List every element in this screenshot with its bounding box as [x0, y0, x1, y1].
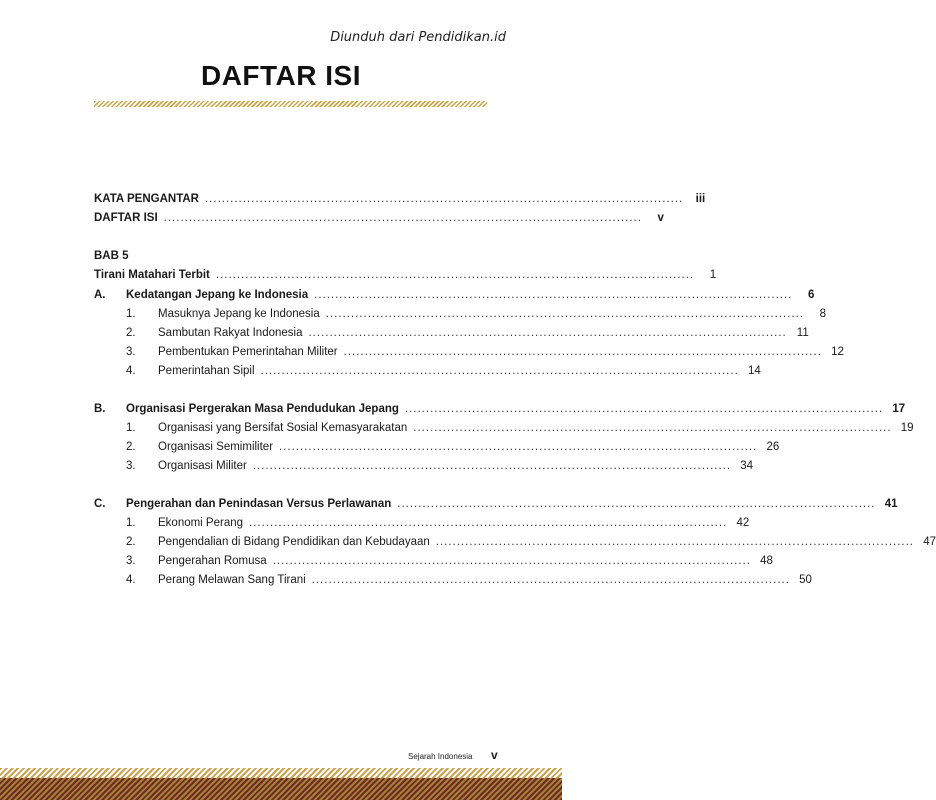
item-number: 1. — [126, 517, 136, 529]
toc-item[interactable] — [126, 362, 761, 380]
toc-item[interactable] — [126, 514, 750, 532]
toc-section-b[interactable] — [94, 400, 906, 418]
toc-entry-page: 17 — [892, 403, 906, 415]
toc-entry-page: 26 — [766, 441, 780, 453]
toc-section-c[interactable] — [94, 495, 898, 513]
dot-leader: .................................................................................................................. — [397, 498, 876, 510]
dot-leader: .................................................................................................................. — [249, 517, 728, 529]
toc-item[interactable] — [126, 533, 936, 551]
toc-entry-page: 19 — [900, 422, 914, 434]
toc-entry-label: Tirani Matahari Terbit — [94, 269, 210, 281]
toc-item[interactable] — [126, 571, 812, 589]
toc-item[interactable] — [126, 552, 773, 570]
section-letter: B. — [94, 403, 106, 415]
page-title: DAFTAR ISI — [200, 60, 362, 91]
title-divider — [94, 101, 487, 107]
toc-entry-page: 34 — [740, 460, 754, 472]
item-number: 2. — [126, 536, 136, 548]
dot-leader: .................................................................................................................. — [325, 308, 804, 320]
toc-entry-page: 42 — [736, 517, 750, 529]
item-number: 3. — [126, 346, 136, 358]
toc-section-a[interactable] — [94, 286, 815, 304]
dot-leader: .................................................................................................................. — [413, 422, 892, 434]
toc-item[interactable] — [126, 419, 914, 437]
bab-label-text: BAB 5 — [94, 250, 129, 262]
dot-leader: .................................................................................................................. — [308, 327, 787, 339]
toc-entry-label: DAFTAR ISI — [94, 212, 158, 224]
dot-leader: .................................................................................................................. — [311, 574, 790, 586]
item-number: 1. — [126, 422, 136, 434]
toc-entry-label: Ekonomi Perang — [158, 517, 244, 529]
toc-entry-page: 41 — [884, 498, 898, 510]
toc-entry-kata-pengantar[interactable] — [94, 190, 706, 208]
toc-entry-label: Pengendalian di Bidang Pendidikan dan Kebudayaan — [158, 536, 430, 548]
toc-entry-label: Perang Melawan Sang Tirani — [158, 574, 306, 586]
toc-entry-label: Sambutan Rakyat Indonesia — [158, 327, 303, 339]
footer-page-number: v — [491, 748, 498, 762]
toc-item[interactable] — [126, 324, 809, 342]
dot-leader: .................................................................................................................. — [279, 441, 758, 453]
section-letter: C. — [94, 498, 106, 510]
toc-item[interactable] — [126, 457, 754, 475]
bab-label — [94, 247, 486, 265]
toc-entry-label: Pengerahan Romusa — [158, 555, 267, 567]
dot-leader: .................................................................................................................. — [252, 460, 732, 472]
item-number: 4. — [126, 574, 136, 586]
dot-leader: .................................................................................................................. — [215, 269, 695, 281]
toc-entry-page: 14 — [747, 365, 761, 377]
dot-leader: .................................................................................................................. — [343, 346, 822, 358]
item-number: 2. — [126, 327, 136, 339]
dot-leader: .................................................................................................................. — [314, 289, 793, 301]
toc-entry-label: Organisasi Militer — [158, 460, 247, 472]
toc-entry-label: Pemerintahan Sipil — [158, 365, 255, 377]
toc-entry-daftar-isi[interactable] — [94, 209, 664, 227]
toc-entry-page: 48 — [760, 555, 773, 567]
toc-entry-label: KATA PENGANTAR — [94, 193, 199, 205]
dot-leader: .................................................................................................................. — [260, 365, 739, 377]
toc-item[interactable] — [126, 305, 826, 323]
toc-entry-chapter[interactable] — [94, 266, 717, 284]
toc-item[interactable] — [126, 438, 780, 456]
toc-entry-label: Masuknya Jepang ke Indonesia — [158, 308, 320, 320]
toc-item[interactable] — [126, 343, 844, 361]
toc-entry-label: Organisasi Semimiliter — [158, 441, 274, 453]
toc-entry-label: Kedatangan Jepang ke Indonesia — [126, 289, 309, 301]
item-number: 1. — [126, 308, 136, 320]
dot-leader: .................................................................................................................. — [163, 212, 642, 224]
toc-entry-page: 47 — [923, 536, 936, 548]
toc-entry-label: Organisasi yang Bersifat Sosial Kemasyarakatan — [158, 422, 408, 434]
toc-entry-label: Pembentukan Pemerintahan Militer — [158, 346, 338, 358]
toc-entry-page: 8 — [819, 308, 826, 320]
toc-entry-page: iii — [695, 193, 706, 205]
footer-book-title: Sejarah Indonesia — [408, 752, 473, 761]
toc-entry-page: 50 — [799, 574, 812, 586]
watermark-text: Diunduh dari Pendidikan.id — [330, 30, 506, 45]
toc-entry-page: 11 — [796, 327, 809, 339]
item-number: 2. — [126, 441, 136, 453]
item-number: 4. — [126, 365, 136, 377]
toc-entry-label: Organisasi Pergerakan Masa Pendudukan Jepang — [126, 403, 399, 415]
dot-leader: .................................................................................................................. — [272, 555, 751, 567]
section-letter: A. — [94, 289, 106, 301]
item-number: 3. — [126, 460, 136, 472]
toc-entry-page: 6 — [807, 289, 815, 301]
dot-leader: .................................................................................................................. — [404, 403, 884, 415]
dot-leader: .................................................................................................................. — [435, 536, 915, 548]
item-number: 3. — [126, 555, 136, 567]
toc-entry-page: 1 — [709, 269, 717, 281]
footer-decorative-stripe — [0, 768, 562, 778]
toc-entry-page: 12 — [831, 346, 844, 358]
toc-entry-page: v — [657, 212, 664, 224]
toc-entry-label: Pengerahan dan Penindasan Versus Perlawanan — [126, 498, 392, 510]
dot-leader: .................................................................................................................. — [204, 193, 684, 205]
